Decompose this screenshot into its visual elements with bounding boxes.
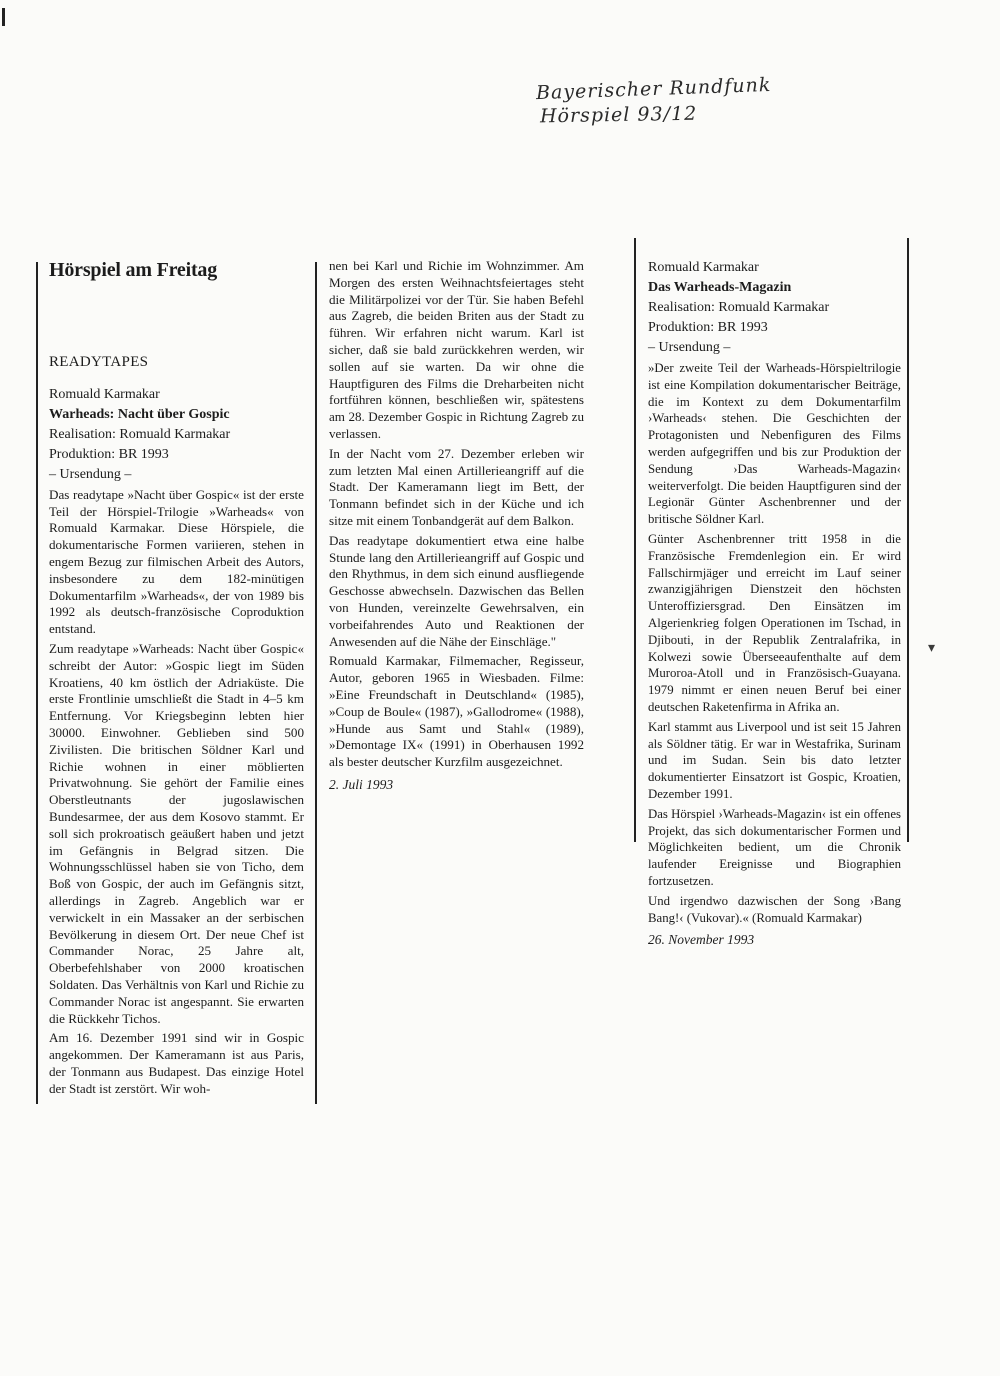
- paragraph: »Der zweite Teil der Warheads-Hörspieltrilogie ist eine Kompilation dokumentarischer Beiträge, die im Kontext zu dem Dokumentarfilm ›Warheads‹ stehen. Die Geschichten der Protagonisten und Nebenfiguren des Films werden aufgegriffen und bis zur Produktion der Sendung ›Das Warheads-Magazin‹ weiterverfolgt. Die beiden Hauptfiguren sind der Legionär Günter Aschenbrenner und der britische Söldner Karl.: [648, 361, 901, 527]
- author: Romuald Karmakar: [49, 386, 160, 402]
- date: 2. Juli 1993: [329, 776, 394, 792]
- paragraph: nen bei Karl und Richie im Wohnzimmer. Am Morgen des ersten Weihnachtsfeiertages steht die Militärpolizei vor der Tür. Sie haben Befehl aus Zagreb, die beiden Briten aus der Stadt zu führen. Wir erfahren nicht warum. Karl ist sicher, daß sie bald zurückkehren werden, wir sollen auf sie warten. Da wir ohne die Hauptfiguren des Films die Dreharbeiten nicht fortführen können, beschließen wir, spätestens am 28. Dezember Gospic in Richtung Zagreb zu verlassen.: [329, 258, 584, 441]
- paragraph: Romuald Karmakar, Filmemacher, Regisseur, Autor, geboren 1965 in Wiesbaden. Filme: »Eine Freundschaft in Deutschland« (1985), »Coup de Boule« (1987), »Gallodrome« (1988), »Hunde aus Samt und Stahl« (1989), »Demontage IX« (1991) in Oberhausen 1992 als bester deutscher Kurzfilm ausgezeichnet.: [329, 653, 584, 770]
- handwritten-note-line2: Hörspiel 93/12: [539, 102, 698, 128]
- author: Romuald Karmakar: [648, 260, 759, 275]
- paragraph: Karl stammt aus Liverpool und ist seit 15 Jahren als Söldner tätig. Er war in Westafrika, Surinam und im Sudan. Sein bis dato letzter dokumentierter Einsatzort ist Gospic, Kroatien, Dezember 1991.: [648, 719, 901, 801]
- paragraph: Das readytape dokumentiert etwa eine halbe Stunde lang den Artillerieangriff auf Gospic und den Rhythmus, in dem sich einund ausfliegende Geschosse abwechseln. Dazwischen das Bellen von Hunden, vereinzelte Gewehrsalven, ein vorbeifahrendes Auto und Reaktionen der Anwesenden auf die Nähe der Einschläge.": [329, 532, 584, 649]
- paragraph: Und irgendwo dazwischen der Song ›Bang Bang!‹ (Vukovar).« (Romuald Karmakar): [648, 893, 901, 925]
- column-rule-right-b: [907, 238, 909, 842]
- realisation: Realisation: Romuald Karmakar: [49, 426, 231, 442]
- series-name: READYTAPES: [49, 354, 149, 370]
- date: 26. November 1993: [648, 932, 755, 948]
- scan-edge-mark: [2, 8, 5, 26]
- realisation: Realisation: Romuald Karmakar: [648, 300, 830, 315]
- paragraph: In der Nacht vom 27. Dezember erleben wir zum letzten Mal einen Artillerieangriff auf die Stadt. Der Kameramann liegt im Bett, der Tonmann befindet sich in der Küche und ich sitze mit einem Tonbandgerät auf dem Balkon.: [329, 445, 584, 528]
- column-1: [49, 258, 304, 1100]
- column-rule-middle: [315, 262, 317, 1104]
- handwritten-note-line1: Bayerischer Rundfunk: [535, 73, 772, 105]
- ink-speck: ▾: [928, 641, 936, 656]
- premiere-note: – Ursendung –: [49, 466, 132, 482]
- column-rule-right-a: [634, 238, 636, 842]
- paragraph: Am 16. Dezember 1991 sind wir in Gospic angekommen. Der Kameramann ist aus Paris, der Tonmann aus Budapest. Das einzige Hotel der Stadt ist zerstört. Wir woh-: [49, 1030, 304, 1096]
- paragraph: Das readytape »Nacht über Gospic« ist der erste Teil der Hörspiel-Trilogie »Warheads« von Romuald Karmakar. Diese Hörspiele, die dokumentarische Formen variieren, stehen in engem Bezug zur filmischen Arbeit des Autors, insbesondere zu dem 182-minütigen Dokumentarfilm »Warheads«, der von 1989 bis 1992 als deutsch-französische Coproduktion entstand.: [49, 486, 304, 637]
- premiere-note: – Ursendung –: [648, 340, 731, 355]
- production: Produktion: BR 1993: [49, 446, 169, 462]
- paragraph: Das Hörspiel ›Warheads-Magazin‹ ist ein offenes Projekt, das sich dokumentarischer Formen und Möglichkeiten bedient, um die Chronik laufender Ereignisse und Biographien fortzusetzen.: [648, 806, 901, 888]
- program-title: Warheads: Nacht über Gospic: [49, 406, 230, 422]
- production: Produktion: BR 1993: [648, 320, 768, 335]
- paragraph: Zum readytape »Warheads: Nacht über Gospic« schreibt der Autor: »Gospic liegt im Süden Kroatiens, 40 km östlich der Adriaküste. Die erste Frontlinie umschließt die Stadt in 4–5 km Entfernung. Vor Kriegsbeginn lebten hier 30000. Einwohner. Geblieben sind 500 Zivilisten. Die britischen Söldner Karl und Richie wohnen in einer möblierten Privatwohnung. Sie gehört der Familie eines Oberstleutnants der jugoslawischen Bundesarmee, der aus dem Kosovo stammt. Er soll sich prokroatisch geäußert haben und jetzt im Gefängnis in Belgrad sitzen. Die Wohnungsschlüssel haben sie von Ticho, dem Boß von Gospic, der auch im Gefängnis sitzt, allerdings in Zagreb. Angeblich war er verwickelt in ein Massaker an der serbischen Bevölkerung in diesem Ort. Der neue Chef ist Commander Norac, 25 Jahre alt, Oberbefehlshaber von 2000 kroatischen Soldaten. Das Verhältnis von Karl und Richie zu Commander Norac ist angespannt. Sie erwarten die Rückkehr Tichos.: [49, 640, 304, 1026]
- column-3: [648, 258, 901, 952]
- column-2: [329, 258, 584, 797]
- column-rule-left: [36, 262, 38, 1104]
- headline: Hörspiel am Freitag: [49, 259, 218, 281]
- paragraph: Günter Aschenbrenner tritt 1958 in die Französische Fremdenlegion ein. Er wird Fallschirmjäger und erreicht im Lauf seiner zwanzigjährigen Dienstzeit den höchsten Unteroffiziersgrad. Den Einsätzen im Algerienkrieg folgen Operationen im Tschad, in Djibouti, in der Republik Zentralafrika, in Kolwezi sowie Überseeaufenthalte auf dem Muroroa-Atoll und in Französisch-Guayana. 1979 nimmt er einen neuen Beruf bei einer deutschen Raketenfirma in Afrika an.: [648, 531, 901, 714]
- program-title: Das Warheads-Magazin: [648, 280, 792, 295]
